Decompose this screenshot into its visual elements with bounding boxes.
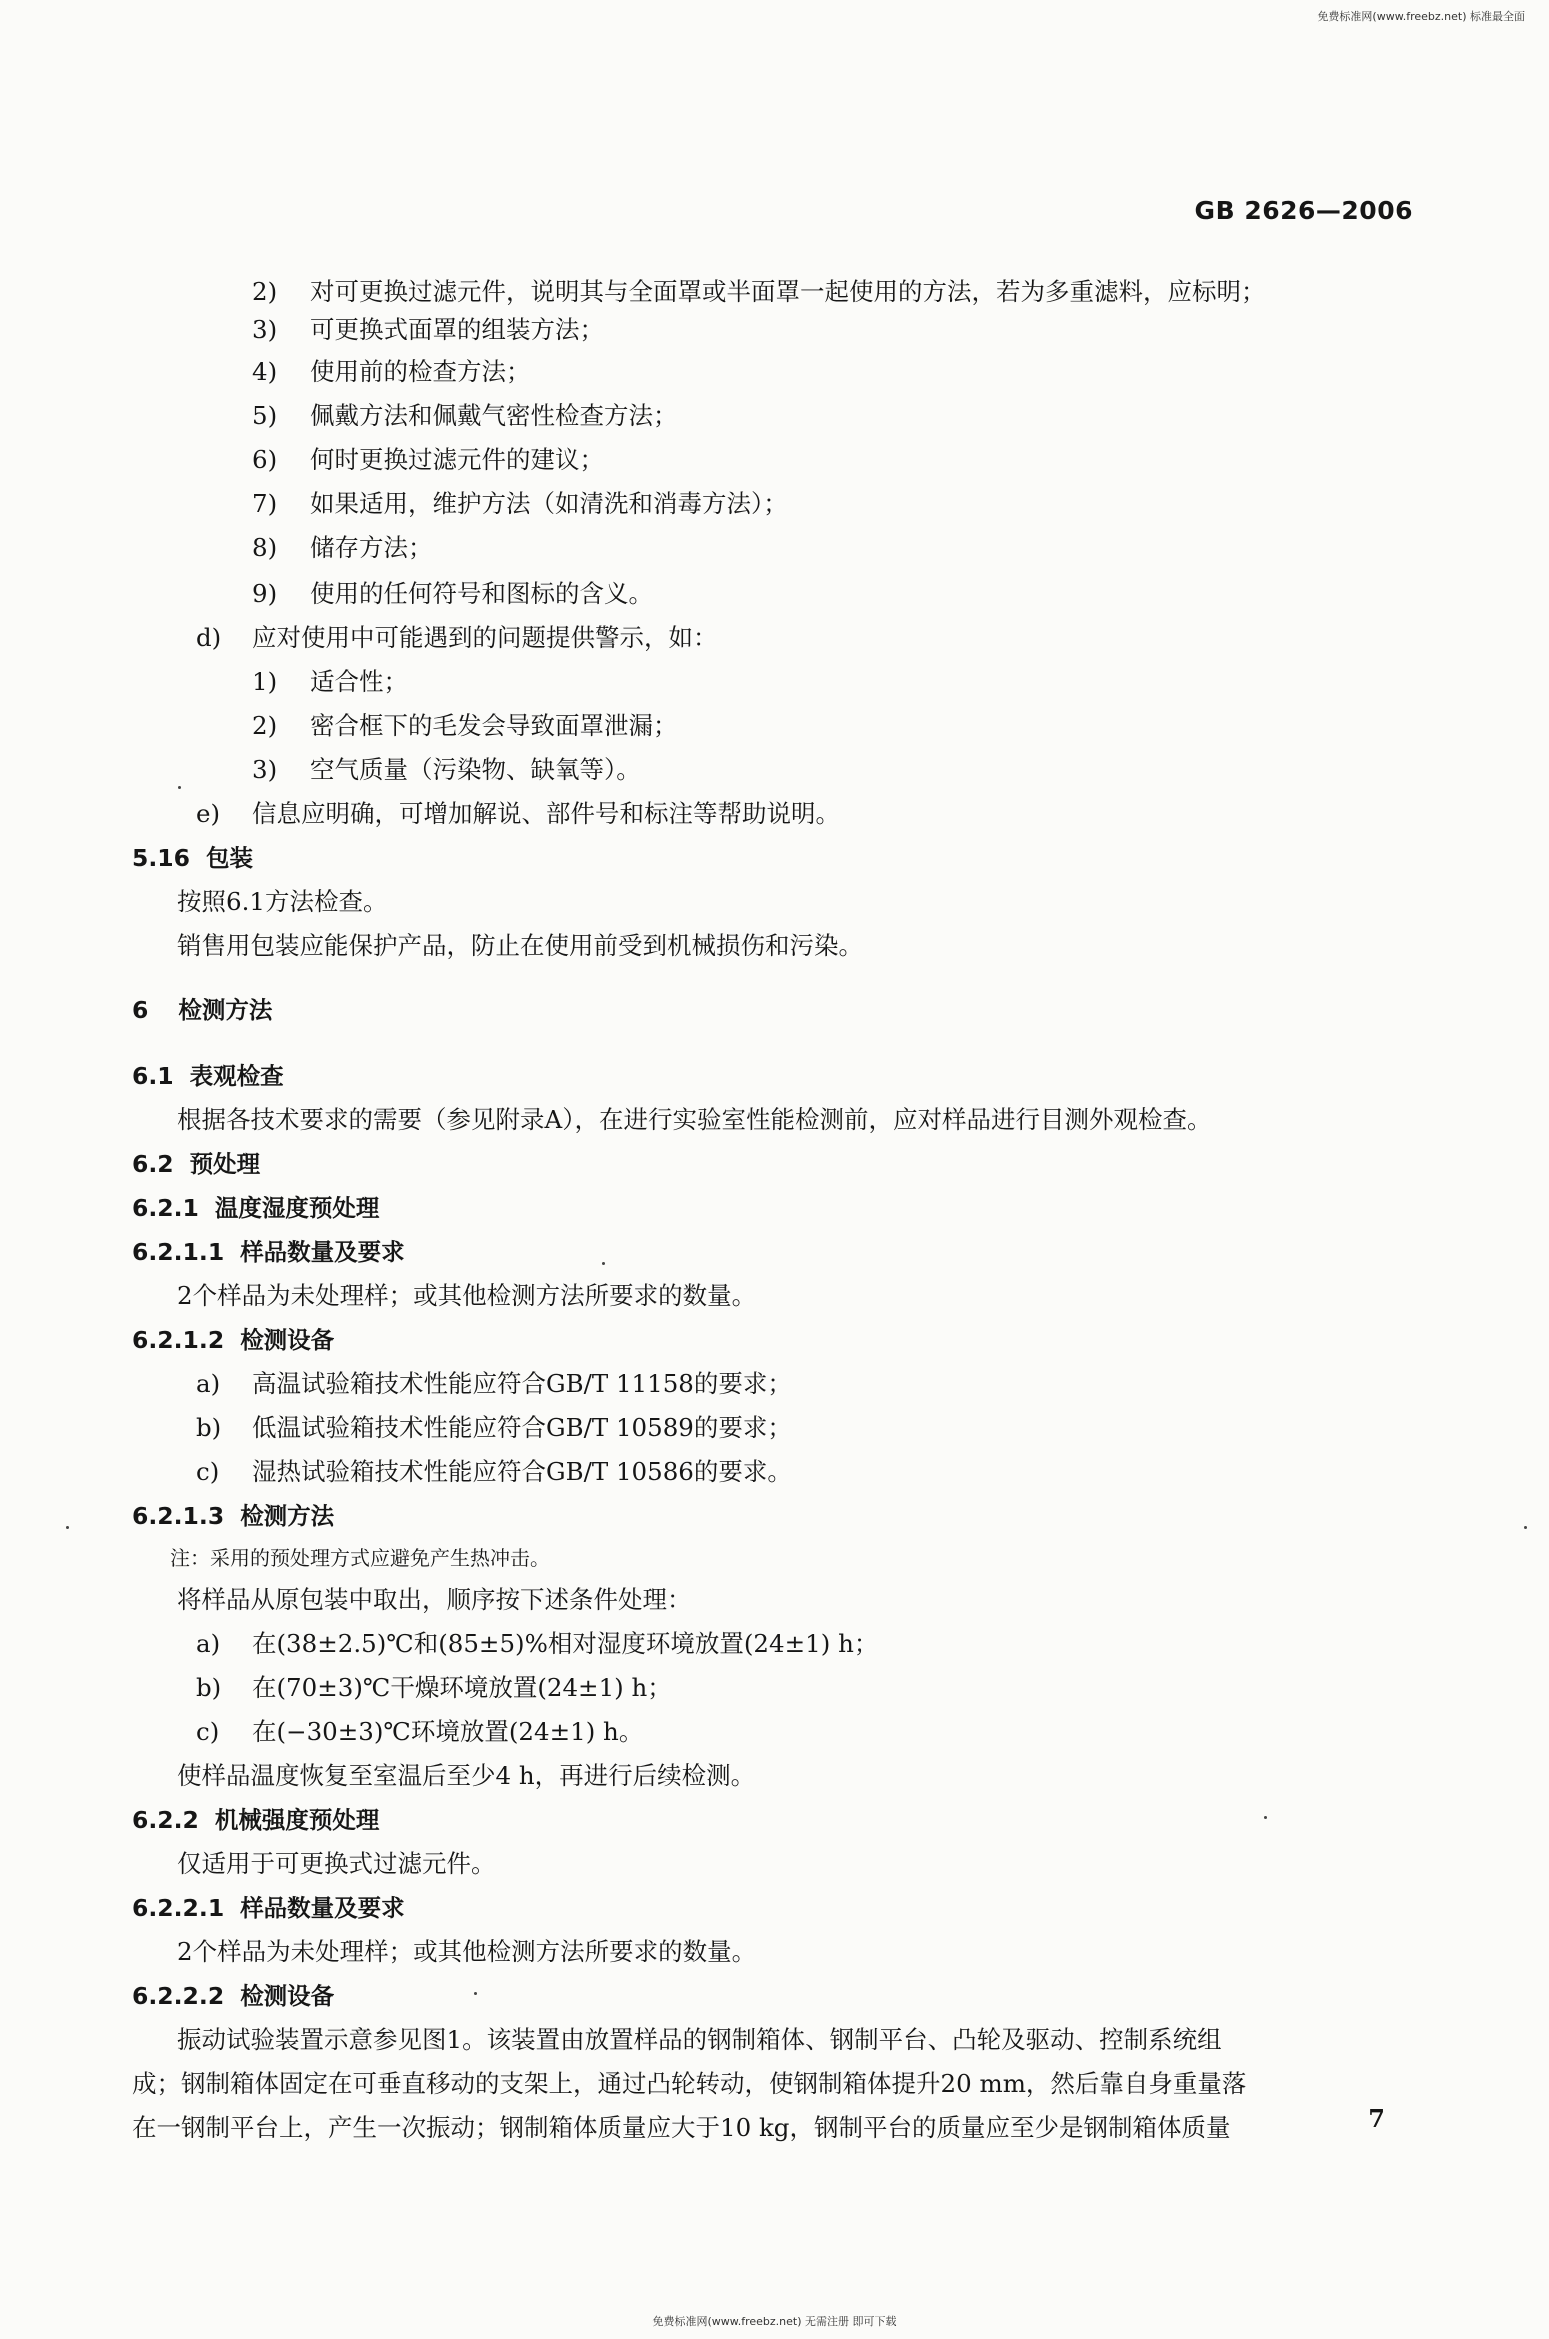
- scan-speck: [602, 1262, 605, 1265]
- list-item: [252, 532, 433, 564]
- list-item: [252, 666, 408, 698]
- section-heading: [132, 1324, 334, 1356]
- section-heading: [132, 1980, 334, 2012]
- item-number: 2): [252, 711, 278, 740]
- list-item: [196, 1628, 878, 1660]
- item-number: 1): [252, 667, 278, 696]
- list-item: [252, 578, 653, 610]
- item-number: b): [196, 1673, 222, 1702]
- list-item: [196, 1368, 792, 1400]
- item-number: c): [196, 1457, 220, 1486]
- paragraph: 根据各技术要求的需要（参见附录A），在进行实验室性能检测前，应对样品进行目测外观检查。: [177, 1105, 1212, 1134]
- scan-speck: [1524, 1526, 1527, 1529]
- list-item: [252, 488, 788, 520]
- section-title: 样品数量及要求: [240, 1238, 405, 1266]
- section-number: 5.16: [132, 844, 190, 872]
- standard-number: GB 2626—2006: [1194, 196, 1413, 225]
- item-number: b): [196, 1413, 222, 1442]
- item-number: e): [196, 799, 221, 828]
- section-number: 6.2.1.2: [132, 1326, 225, 1354]
- item-number: 5): [252, 401, 278, 430]
- list-item: [252, 754, 641, 786]
- section-title: 温度湿度预处理: [214, 1194, 380, 1222]
- item-text: 对可更换过滤元件，说明其与全面罩或半面罩一起使用的方法，若为多重滤料，应标明；: [310, 277, 1266, 306]
- item-number: 6): [252, 445, 278, 474]
- item-text: 密合框下的毛发会导致面罩泄漏；: [310, 711, 678, 740]
- list-item: [196, 798, 840, 830]
- section-title: 检测设备: [240, 1326, 335, 1354]
- paragraph: 销售用包装应能保护产品，防止在使用前受到机械损伤和污染。: [177, 931, 863, 960]
- item-text: 高温试验箱技术性能应符合GB/T 11158的要求；: [252, 1369, 792, 1398]
- item-number: a): [196, 1629, 221, 1658]
- item-number: 3): [252, 315, 278, 344]
- list-item: [196, 622, 718, 654]
- section-number: 6: [132, 996, 149, 1024]
- section-number: 6.2.1.3: [132, 1502, 225, 1530]
- section-heading: [132, 1804, 379, 1836]
- item-text: 可更换式面罩的组装方法；: [310, 315, 604, 344]
- section-number: 6.2.2.1: [132, 1894, 225, 1922]
- list-item: [196, 1672, 672, 1704]
- section-title: 表观检查: [189, 1062, 284, 1090]
- item-text: 在(38±2.5)℃和(85±5)%相对湿度环境放置(24±1) h；: [252, 1629, 879, 1658]
- bottom-watermark: 免费标准网(www.freebz.net) 无需注册 即可下载: [652, 2315, 897, 2328]
- section-number: 6.2.2: [132, 1806, 199, 1834]
- paragraph: 使样品温度恢复至室温后至少4 h，再进行后续检测。: [177, 1761, 756, 1790]
- section-title: 样品数量及要求: [240, 1894, 405, 1922]
- item-number: 9): [252, 579, 278, 608]
- paragraph: 2个样品为未处理样；或其他检测方法所要求的数量。: [177, 1281, 757, 1310]
- item-text: 储存方法；: [310, 533, 433, 562]
- item-number: 4): [252, 357, 278, 386]
- paragraph-continuation: 成；钢制箱体固定在可垂直移动的支架上，通过凸轮转动，使钢制箱体提升20 mm，然后靠自身重量落: [132, 2069, 1247, 2098]
- item-number: a): [196, 1369, 221, 1398]
- note: 注：采用的预处理方式应避免产生热冲击。: [170, 1546, 550, 1570]
- paragraph: 仅适用于可更换式过滤元件。: [177, 1849, 496, 1878]
- list-item: [252, 276, 1266, 308]
- scan-speck: [66, 1526, 69, 1529]
- section-number: 6.2.1: [132, 1194, 199, 1222]
- scan-speck: [474, 1992, 477, 1995]
- item-text: 低温试验箱技术性能应符合GB/T 10589的要求；: [252, 1413, 792, 1442]
- list-item: [252, 356, 531, 388]
- section-title: 检测设备: [240, 1982, 335, 2010]
- section-title: 检测方法: [240, 1502, 335, 1530]
- list-item: [252, 314, 604, 346]
- item-number: 8): [252, 533, 278, 562]
- item-text: 如果适用，维护方法（如清洗和消毒方法）；: [310, 489, 788, 518]
- list-item: [196, 1412, 792, 1444]
- item-text: 空气质量（污染物、缺氧等）。: [310, 755, 641, 784]
- item-number: c): [196, 1717, 220, 1746]
- section-title: 预处理: [189, 1150, 261, 1178]
- paragraph: 将样品从原包装中取出，顺序按下述条件处理：: [177, 1585, 692, 1614]
- scan-speck: [1264, 1816, 1267, 1819]
- scan-speck: [178, 786, 181, 789]
- item-text: 信息应明确，可增加解说、部件号和标注等帮助说明。: [252, 799, 840, 828]
- list-item: [252, 710, 678, 742]
- paragraph: 振动试验装置示意参见图1。该装置由放置样品的钢制箱体、钢制平台、凸轮及驱动、控制系统组: [177, 2025, 1222, 2054]
- item-text: 应对使用中可能遇到的问题提供警示，如：: [252, 623, 718, 652]
- section-title: 机械强度预处理: [214, 1806, 380, 1834]
- section-heading: [132, 842, 253, 874]
- list-item: [252, 400, 678, 432]
- item-number: 2): [252, 277, 278, 306]
- item-text: 使用的任何符号和图标的含义。: [310, 579, 653, 608]
- list-item: [196, 1456, 792, 1488]
- section-number: 6.2.1.1: [132, 1238, 225, 1266]
- section-heading: [132, 1148, 260, 1180]
- section-title: 检测方法: [178, 996, 273, 1024]
- section-number: 6.1: [132, 1062, 174, 1090]
- section-heading: [132, 1892, 405, 1924]
- section-number: 6.2.2.2: [132, 1982, 225, 2010]
- section-title: 包装: [205, 844, 253, 872]
- section-number: 6.2: [132, 1150, 174, 1178]
- item-text: 使用前的检查方法；: [310, 357, 531, 386]
- list-item: [196, 1716, 643, 1748]
- section-heading: [132, 1192, 379, 1224]
- paragraph-continuation: 在一钢制平台上，产生一次振动；钢制箱体质量应大于10 kg，钢制平台的质量应至少是钢制箱体质量: [132, 2113, 1231, 2142]
- page-number: 7: [1368, 2104, 1385, 2133]
- section-heading: [132, 1060, 284, 1092]
- item-text: 何时更换过滤元件的建议；: [310, 445, 604, 474]
- paragraph: 2个样品为未处理样；或其他检测方法所要求的数量。: [177, 1937, 757, 1966]
- item-text: 佩戴方法和佩戴气密性检查方法；: [310, 401, 678, 430]
- item-text: 在(−30±3)℃环境放置(24±1) h。: [252, 1717, 644, 1746]
- item-text: 适合性；: [310, 667, 408, 696]
- item-text: 在(70±3)℃干燥环境放置(24±1) h；: [252, 1673, 672, 1702]
- section-heading: [132, 994, 272, 1026]
- paragraph: 按照6.1方法检查。: [177, 887, 388, 916]
- top-watermark: 免费标准网(www.freebz.net) 标准最全面: [1317, 10, 1525, 23]
- section-heading: [132, 1500, 334, 1532]
- item-number: 3): [252, 755, 278, 784]
- item-number: 7): [252, 489, 278, 518]
- section-heading: [132, 1236, 405, 1268]
- item-text: 湿热试验箱技术性能应符合GB/T 10586的要求。: [252, 1457, 792, 1486]
- list-item: [252, 444, 604, 476]
- item-number: d): [196, 623, 222, 652]
